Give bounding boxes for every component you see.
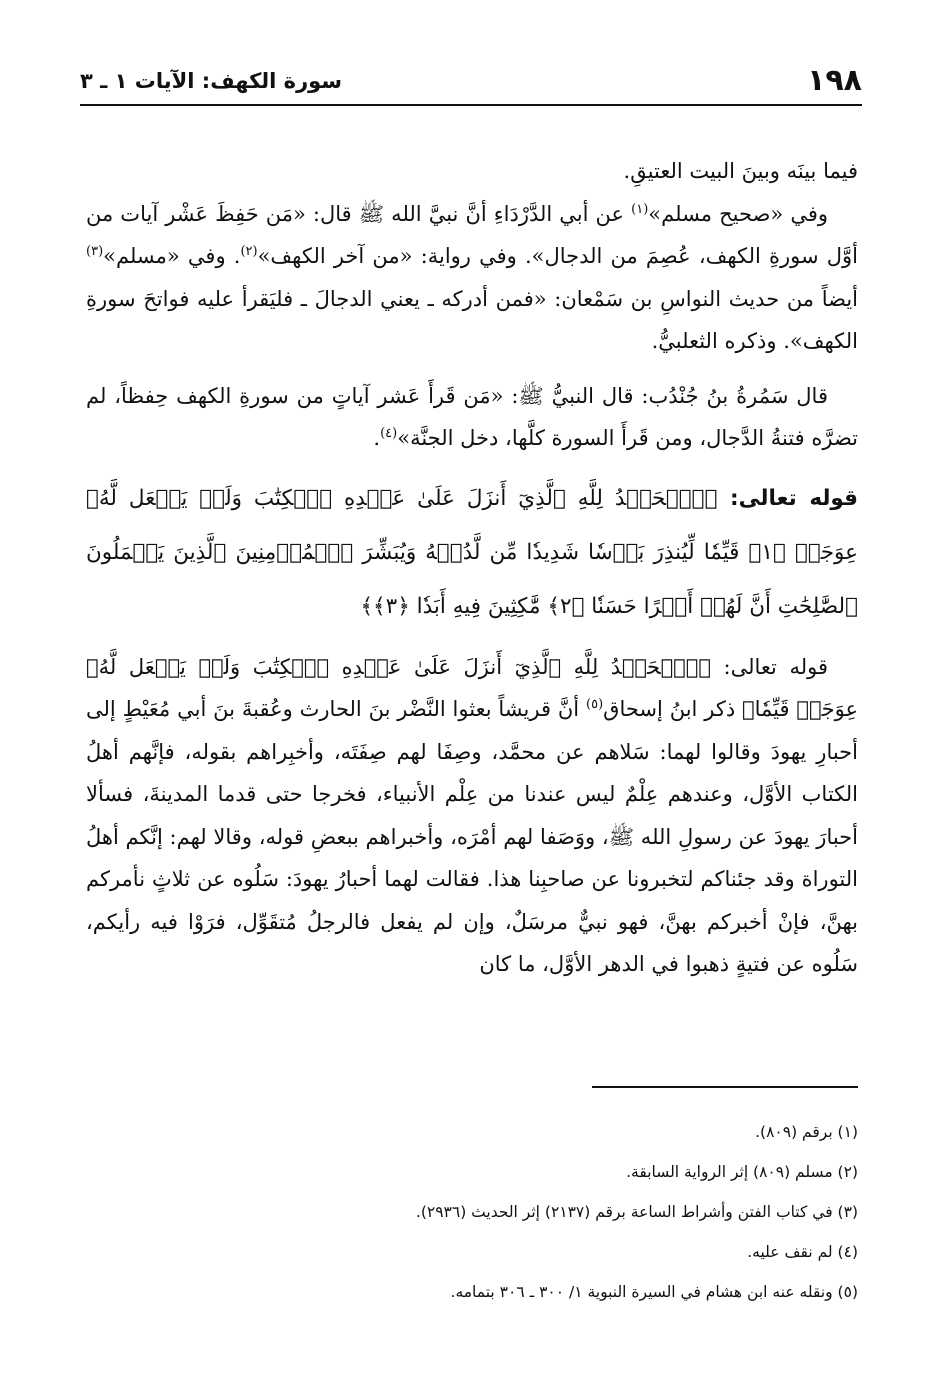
paragraph-4 [86,646,858,986]
paragraph-3 [86,375,858,460]
footnote-separator [592,1086,858,1088]
spacer [86,363,858,375]
footnotes [86,1112,858,1312]
footnote-ref-2[interactable]: (٢) [240,244,258,259]
page-header [80,58,862,102]
footnote-ref-3[interactable]: (٣) [86,244,104,259]
quran-verse-block [86,472,858,634]
header-rule [80,104,862,106]
footnote-2: (٢) مسلم (٨٠٩) إثر الرواية السابقة. [626,1163,858,1181]
verse-text: ﴿ٱلۡحَمۡدُ لِلَّهِ ٱلَّذِيٓ أَنزَلَ عَلَىٰ عَبۡدِهِ ٱلۡكِتَٰبَ وَلَمۡ يَجۡعَل لَّهُۥ عِوَجَاۜ ﴿١﴾ قَيِّمٗا لِّيُنذِرَ بَأۡسٗا شَدِيدٗا مِّن لَّدُنۡهُ وَيُبَشِّرَ ٱلۡمُؤۡمِنِينَ ٱلَّذِينَ يَعۡمَلُونَ ٱلصَّٰلِحَٰتِ أَنَّ لَهُمۡ أَجۡرًا حَسَنٗا ﴿٢﴾ مَّٰكِثِينَ فِيهِ أَبَدٗا ﴿٣﴾﴾ [86,485,858,619]
footnote-4: (٤) لم نقف عليه. [747,1243,858,1261]
paragraph-2-text-d: أيضاً من حديث النواسِ بن سَمْعان: «فمن أدركه ـ يعني الدجالَ ـ فليَقرأ عليه فواتحَ سورةِ الكهف». وذكره الثعلبيُّ. [86,286,858,353]
paragraph-3-text-b: . [373,426,381,450]
paragraph-4-text-a: قوله تعالى: ﴿ٱلۡحَمۡدُ لِلَّهِ ٱلَّذِيٓ أَنزَلَ عَلَىٰ عَبۡدِهِ ٱلۡكِتَٰبَ وَلَمۡ يَجۡعَل لَّهُۥ عِوَجَاۜ قَيِّمٗا﴾ ذكر ابنُ إسحاق [86,654,858,721]
paragraph-3-text-a: قال سَمُرةُ بنُ جُنْدُب: قال النبيُّ ﷺ: «مَن قَرأَ عَشر آياتٍ من سورةِ الكهف حِفظاً، لم تضرَّه فتنةُ الدَّجال، ومن قَرأَ السورة كلَّها، دخل الجنَّة» [86,383,858,450]
verse-lead: قوله تعالى: [717,485,858,511]
paragraph-2 [86,193,858,363]
footnote-ref-1[interactable]: (١) [631,201,649,217]
paragraph-1-text: فيما بينَه وبينَ البيت العتيقِ. [623,159,858,183]
spacer [86,460,858,472]
spacer [86,634,858,646]
footnote-3: (٣) في كتاب الفتن وأشراط الساعة برقم (٢١٣٧) إثر الحديث (٢٩٣٦). [415,1203,858,1221]
paragraph-2-text-b: عن أبي الدَّرْدَاءِ أنَّ نبيَّ الله ﷺ قال: «مَن حَفِظَ عَشْر آيات من أوَّل سورةِ الكهف، عُصِمَ من الدجال». وفي رواية: «من آخر الكهف» [86,201,858,268]
running-title: سورة الكهف: الآيات ١ ـ ٣ [80,69,342,93]
footnote-ref-4[interactable]: (٤) [380,426,398,441]
paragraph-2-text-c: . وفي «مسلم» [103,244,241,268]
main-text [86,150,858,986]
paragraph-1 [86,150,858,193]
footnote-ref-5[interactable]: (٥) [586,697,604,712]
page-number: ١٩٨ [807,63,862,98]
footnote-5: (٥) ونقله عنه ابن هشام في السيرة النبوية ١/ ٣٠٠ ـ ٣٠٦ بتمامه. [450,1283,858,1301]
paragraph-4-text-b: أنَّ قريشاً بعثوا النَّضْر بنَ الحارث وعُقبةَ بنَ أبي مُعَيْطٍ إلى أحبارِ يهودَ وقالوا لهما: سَلاهم عن محمَّد، وصِفَا لهم صِفَتَه، وأخبِراهم بقوله، فإنَّهم أهلُ الكتاب الأوَّل، وعندهم عِلْمٌ ليس عندنا من عِلْم الأنبياء، فخرجا حتى قدما المدينةَ، فسألا أحبارَ يهودَ عن رسولِ الله ﷺ، ووَصَفا لهم أمْرَه، وأخبراهم ببعضِ قوله، وقالا لهم: إنَّكم أهلُ التوراة وقد جئناكم لتخبرونا عن صاحبِنا هذا. فقالت لهما أحبارُ يهودَ: سَلُوه عن ثلاثٍ نأمركم بهنَّ، فإنْ أخبركم بهنَّ، فهو نبيٌّ مرسَلٌ، وإن لم يفعل فالرجلُ مُتقَوِّل، فرَوْا فيه رأيكم، سَلُوه عن فتيةٍ ذهبوا في الدهر الأوَّل، ما كان [86,697,858,976]
paragraph-2-text-a: وفي «صحيح مسلم» [648,201,829,226]
footnote-1: (١) برقم (٨٠٩). [755,1123,858,1141]
